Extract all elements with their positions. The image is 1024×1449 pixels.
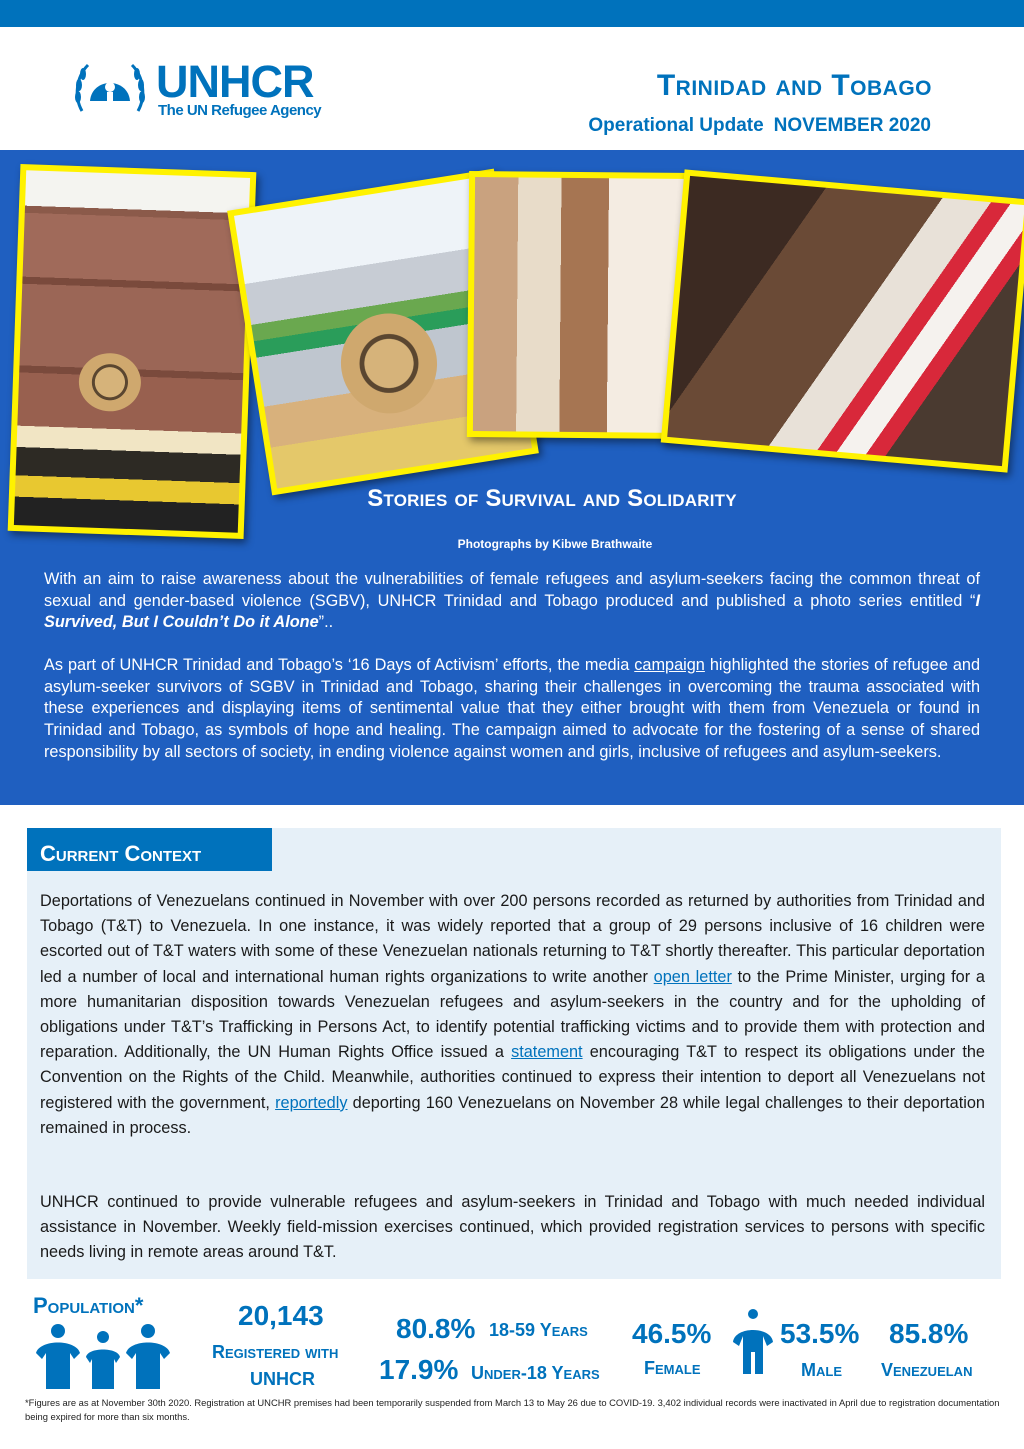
hero-paragraph-1 — [44, 569, 980, 634]
campaign-link[interactable]: campaign — [634, 656, 705, 674]
male-label: Male — [801, 1360, 842, 1380]
photo-series-title: I Survived, But I Couldn’t Do it Alone — [44, 591, 980, 632]
registered-value: 20,143 — [238, 1300, 324, 1331]
under-18-value: 17.9% — [379, 1354, 459, 1385]
photo-credit: Photographs by Kibwe Brathwaite — [457, 537, 653, 551]
logo-name: UNHCR — [156, 56, 314, 107]
current-context-section — [27, 828, 1001, 1279]
footnote: *Figures are as at November 30th 2020. Registration at UNCHR premises had been temporarily suspended from March 13 to May 26 due to COVID-19. 3,402 individual records were inactivated in April due to registration documentation being expired for more than six months. — [25, 1397, 1000, 1422]
country-title: Trinidad and Tobago — [656, 69, 932, 102]
hero-p2-text-b: highlighted the stories of refugee and asylum-seeker survivors of SGBV in Trinidad and Tobago, sharing their challenges in overcoming the trauma associated with these experiences and displaying items of sentimental value that they either brought with them from Venezuela or found in Trinidad and Tobago, as symbols of hope and healing. The campaign aimed to advocate for the fostering of a sense of shared responsibility by all sectors of society, in ending violence against women and girls, inclusive of refugees and asylum-seekers. — [44, 656, 981, 761]
current-context-heading: Current Context — [27, 828, 272, 871]
update-date: NOVEMBER 2020 — [773, 115, 931, 136]
statement-link[interactable]: statement — [511, 1043, 583, 1062]
context-p1-text-b: to the Prime Minister, urging for a more humanitarian disposition towards Venezuelan refugees and asylum-seekers in the country and for the upholding of obligations under T&T’s Trafficking in Persons Act, to identify potential trafficking victims and to provide them with protection and reparation. Additionally, the UN Human Rights Office issued a — [40, 967, 985, 1062]
male-value: 53.5% — [780, 1318, 860, 1349]
female-male-icon — [731, 1308, 775, 1374]
update-label: Operational Update — [588, 115, 764, 136]
page-header — [0, 27, 1024, 150]
age-18-59-label: 18-59 Years — [489, 1320, 588, 1340]
registered-label-line1: Registered with — [212, 1342, 339, 1362]
hero-title: Stories of Survival and Solidarity — [367, 485, 737, 512]
venezuelan-label: Venezuelan — [881, 1360, 973, 1380]
context-paragraph-2: UNHCR continued to provide vulnerable refugees and asylum-seekers in Trinidad and Tobago with much needed individual assistance in November. Weekly field-mission exercises continued, which provided registration services to persons with specific needs living in remote areas around T&T. — [40, 1193, 985, 1262]
top-color-bar — [0, 0, 1024, 27]
population-title: Population* — [33, 1293, 144, 1318]
female-value: 46.5% — [632, 1318, 712, 1349]
update-line — [578, 115, 931, 137]
registered-label-line2: UNHCR — [250, 1369, 315, 1389]
hero-p1-text-b: ”.. — [318, 613, 334, 632]
under-18-label: Under-18 Years — [471, 1363, 600, 1383]
photo-mother-child — [661, 169, 1024, 472]
hero-p2-text-a: As part of UNHCR Trinidad and Tobago’s ‘16 Days of Activism’ efforts, the media — [44, 656, 635, 674]
context-paragraph-1 — [40, 889, 985, 1141]
hero-p1-text-a: With an aim to raise awareness about the vulnerabilities of female refugees and asylum-seekers facing the common threat of sexual and gender-based violence (SGBV), UNHCR Trinidad and Tobago produced and published a photo series entitled “ — [44, 570, 980, 610]
photo-praying-hands — [467, 171, 697, 439]
unhcr-logo — [72, 55, 352, 125]
venezuelan-value: 85.8% — [889, 1318, 969, 1349]
population-people-icon — [30, 1323, 176, 1391]
open-letter-link[interactable]: open letter — [653, 967, 732, 986]
logo-subtitle: The UN Refugee Agency — [158, 102, 322, 119]
female-label: Female — [644, 1358, 701, 1378]
age-18-59-value: 80.8% — [396, 1313, 476, 1344]
reportedly-link[interactable]: reportedly — [275, 1093, 348, 1112]
context-p1-text-c: encouraging T&T to respect its obligations under the Convention on the Rights of the Child. Meanwhile, authorities continued to express their intention to deport all Venezuelans not registered with the government, — [40, 1043, 985, 1112]
context-p1-text-a: Deportations of Venezuelans continued in November with over 200 persons recorded as returned by authorities from Trinidad and Tobago (T&T) to Venezuela. In one instance, it was widely reported that a group of 29 persons inclusive of 16 children were escorted out of T&T waters with some of these Venezuelan nationals returning to T&T shortly thereafter. This particular deportation led a number of local and international human rights organizations to write another — [40, 892, 985, 986]
context-p1-text-d: deporting 160 Venezuelans on November 28 while legal challenges to their deportation remained in process. — [40, 1093, 985, 1137]
hero-paragraph-2 — [44, 655, 980, 764]
photo-hands-rosary — [8, 164, 257, 539]
unhcr-emblem-icon — [72, 57, 148, 119]
